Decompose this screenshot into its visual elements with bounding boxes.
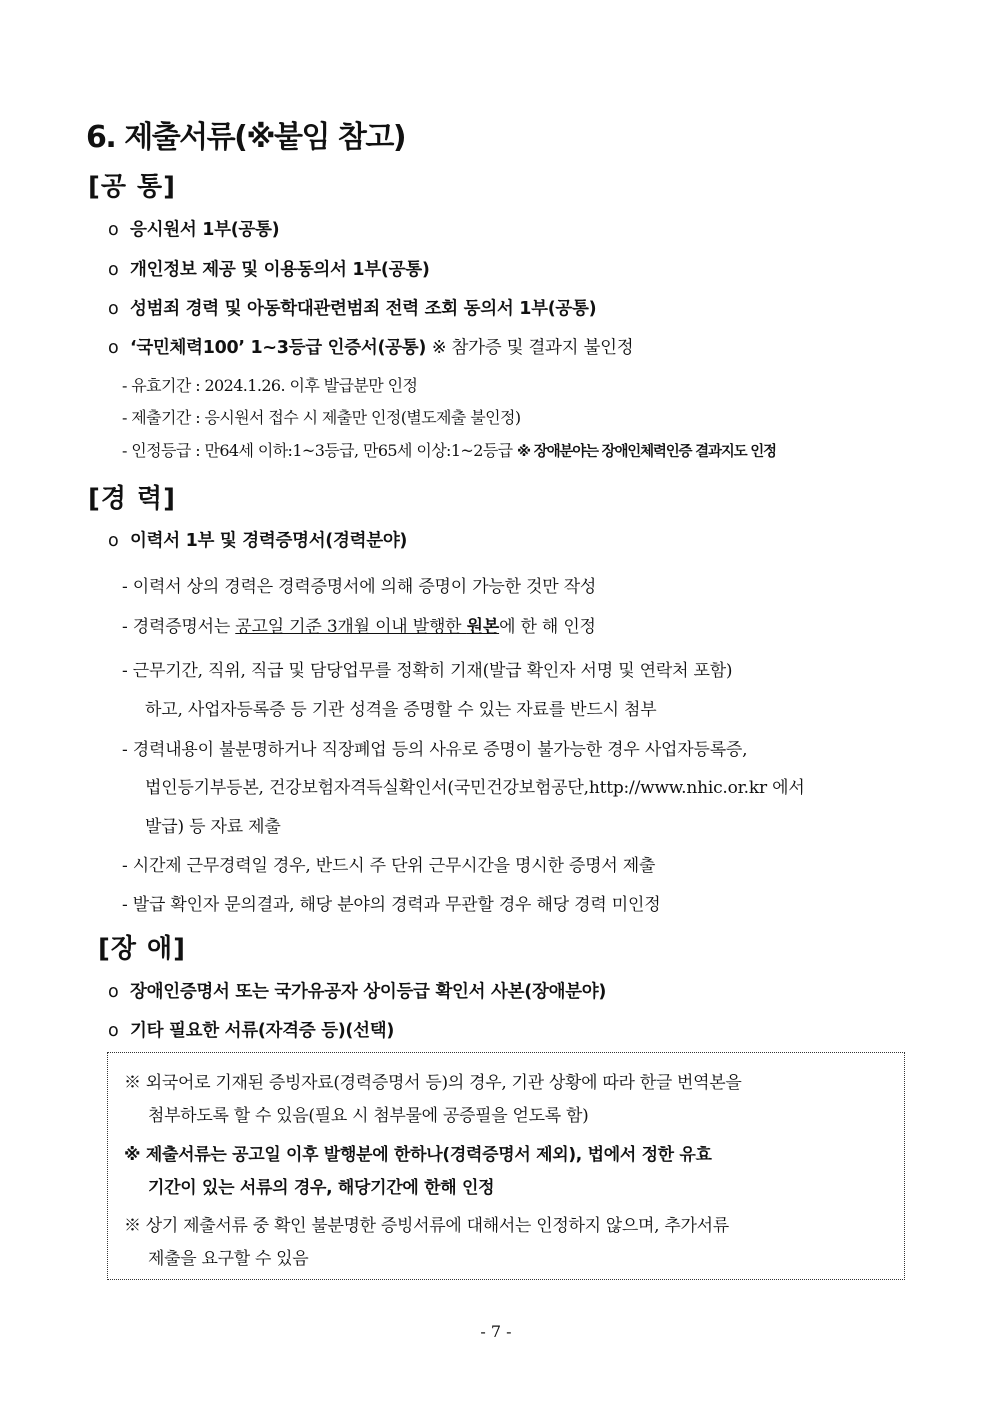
bullet-icon: o bbox=[108, 260, 119, 280]
detail-line-continued: 발급) 등 자료 제출 bbox=[145, 817, 281, 837]
underlined-text: 공고일 기준 3개월 이내 발행한 bbox=[235, 617, 467, 637]
note-line-bold-continued: 기간이 있는 서류의 경우, 해당기간에 한해 인정 bbox=[148, 1178, 495, 1198]
item-text: 응시원서 1부(공통) bbox=[130, 220, 280, 240]
item-text: 기타 필요한 서류(자격증 등)(선택) bbox=[130, 1021, 395, 1041]
item-text: 이력서 1부 및 경력증명서(경력분야) bbox=[130, 531, 408, 551]
list-item bbox=[108, 256, 430, 281]
detail-line: - 시간제 근무경력일 경우, 반드시 주 단위 근무시간을 명시한 증명서 제출 bbox=[122, 856, 656, 876]
item-text: 개인정보 제공 및 이용동의서 1부(공통) bbox=[130, 260, 430, 280]
bullet-icon: o bbox=[108, 1021, 119, 1041]
grade-note: ※ 장애분야는 장애인체력인증 결과지도 인정 bbox=[517, 444, 776, 460]
text-segment: - 경력증명서는 bbox=[122, 617, 236, 637]
detail-line bbox=[122, 438, 776, 461]
bullet-icon: o bbox=[108, 531, 119, 551]
note-line-bold: ※ 제출서류는 공고일 이후 발행분에 한하나(경력증명서 제외), 법에서 정한 유효 bbox=[124, 1145, 712, 1165]
note-line-continued: 첨부하도록 할 수 있음(필요 시 첨부물에 공증필을 얻도록 함) bbox=[148, 1106, 589, 1126]
list-item bbox=[108, 295, 596, 320]
section-heading-common: [공 통] bbox=[88, 172, 177, 202]
item-text: 장애인증명서 또는 국가유공자 상이등급 확인서 사본(장애분야) bbox=[130, 982, 607, 1002]
detail-line: - 경력내용이 불분명하거나 직장폐업 등의 사유로 증명이 불가능한 경우 사업자등록증, bbox=[122, 740, 748, 760]
detail-line: - 제출기간 : 응시원서 접수 시 제출만 인정(별도제출 불인정) bbox=[122, 408, 521, 427]
text-segment: 에 한 해 인정 bbox=[499, 617, 596, 637]
list-item bbox=[108, 527, 407, 552]
bullet-icon: o bbox=[108, 299, 119, 319]
page-number: - 7 - bbox=[480, 1322, 512, 1341]
note-line: ※ 상기 제출서류 중 확인 불분명한 증빙서류에 대해서는 인정하지 않으며, 추가서류 bbox=[124, 1216, 729, 1236]
bold-underlined-text: 원본 bbox=[466, 617, 500, 637]
detail-line bbox=[122, 612, 596, 637]
bullet-icon: o bbox=[108, 338, 119, 358]
detail-line: - 이력서 상의 경력은 경력증명서에 의해 증명이 가능한 것만 작성 bbox=[122, 577, 597, 597]
item-note: ※ 참가증 및 결과지 불인정 bbox=[431, 338, 634, 358]
list-item bbox=[108, 978, 606, 1003]
bullet-icon: o bbox=[108, 220, 119, 240]
item-text: 성범죄 경력 및 아동학대관련범죄 전력 조회 동의서 1부(공통) bbox=[130, 299, 597, 319]
list-item bbox=[108, 216, 279, 241]
item-text: ‘국민체력100’ 1~3등급 인증서(공통) bbox=[130, 338, 427, 358]
section-heading-career: [경 력] bbox=[88, 484, 177, 514]
list-item bbox=[108, 334, 633, 359]
note-line: ※ 외국어로 기재된 증빙자료(경력증명서 등)의 경우, 기관 상황에 따라 한글 번역본을 bbox=[124, 1073, 742, 1093]
list-item bbox=[108, 1017, 394, 1042]
bullet-icon: o bbox=[108, 982, 119, 1002]
detail-line: - 유효기간 : 2024.1.26. 이후 발급분만 인정 bbox=[122, 376, 418, 395]
grade-text: - 인정등급 : 만64세 이하:1~3등급, 만65세 이상:1~2등급 bbox=[122, 441, 513, 460]
section-heading-disability: [장 애] bbox=[98, 934, 187, 964]
note-line-continued: 제출을 요구할 수 있음 bbox=[148, 1249, 309, 1269]
detail-line-continued: 하고, 사업자등록증 등 기관 성격을 증명할 수 있는 자료를 반드시 첨부 bbox=[145, 700, 657, 720]
detail-line: - 발급 확인자 문의결과, 해당 분야의 경력과 무관할 경우 해당 경력 미인정 bbox=[122, 895, 661, 915]
detail-line-continued: 법인등기부등본, 건강보험자격득실확인서(국민건강보험공단,http://www.nhic.or.kr 에서 bbox=[145, 778, 805, 798]
page-title: 6. 제출서류(※붙임 참고) bbox=[86, 120, 406, 155]
detail-line: - 근무기간, 직위, 직급 및 담당업무를 정확히 기재(발급 확인자 서명 및 연락처 포함) bbox=[122, 661, 733, 681]
